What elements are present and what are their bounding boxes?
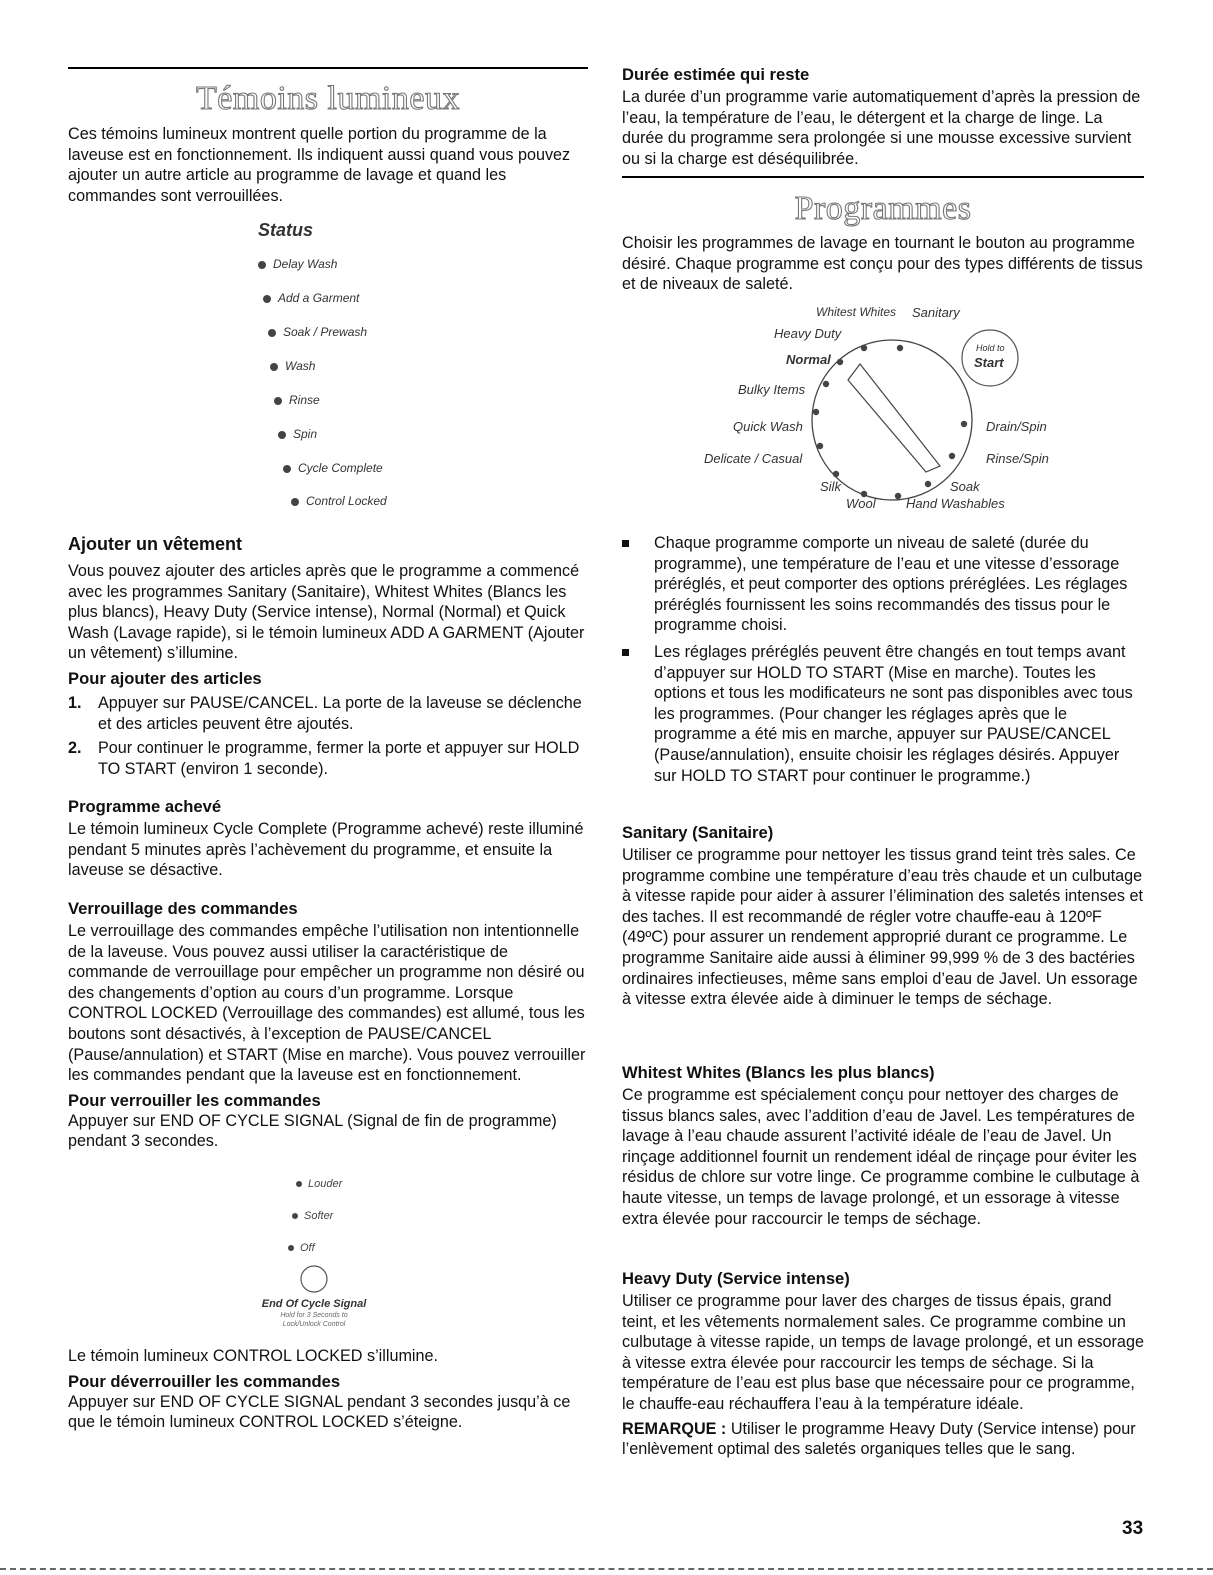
eoc-item-louder (296, 1178, 342, 1190)
dial-label-whitest-whites: Whitest Whites (816, 305, 897, 319)
status-item-control-locked (291, 494, 387, 508)
dial-label-drain-spin: Drain/Spin (986, 419, 1047, 434)
eoc-item-label: Softer (304, 1210, 334, 1222)
status-light-icon (258, 261, 266, 269)
section-title-programmes: Programmes (794, 190, 972, 227)
dial-position-dot (823, 381, 829, 387)
control-lock-text: Le verrouillage des commandes empêche l’utilisation non intentionnelle de la laveuse. Vous pouvez aussi utiliser la caractéristique de commande de verrouillage pour empêcher un programme non désiré ou des changements d’option au cours d’un programme. Lorsque CONTROL LOCKED (Verrouillage des commandes) est allumé, tous les boutons sont désactivés, à l’exception de PAUSE/CANCEL (Pause/annulation) et START (Mise en marche). Vous pouvez verrouiller les commandes pendant que la laveuse est en fonctionnement. (68, 922, 586, 1085)
dial-label-sanitary: Sanitary (912, 305, 960, 320)
heavy-duty-section (622, 1268, 1144, 1460)
status-item-add-garment (263, 291, 359, 305)
status-item-label: Cycle Complete (298, 461, 383, 475)
cycle-complete-text: Le témoin lumineux Cycle Complete (Programme achevé) reste illuminé pendant 5 minutes après l’achèvement du programme, et ensuite la laveuse se désactive. (68, 820, 584, 880)
list-item (68, 738, 590, 779)
unlock-section (68, 1346, 598, 1433)
programmes-intro (622, 233, 1144, 295)
status-item-label: Delay Wash (273, 257, 338, 271)
temoins-intro-text: Ces témoins lumineux montrent quelle portion du programme de la laveuse est en fonctionnement. Ils indiquent aussi quand vous pouvez ajouter un autre article au programme de lavage et quand les commandes sont verrouillées. (68, 125, 571, 205)
dial-label-wool: Wool (846, 496, 876, 511)
dial-position-dot (817, 443, 823, 449)
remaining-time-section (622, 64, 1144, 169)
dial-position-dot (895, 493, 901, 499)
status-light-icon (278, 431, 286, 439)
note-label: REMARQUE : (622, 1419, 727, 1438)
dial-pointer (848, 364, 940, 472)
indicator-light-icon (292, 1213, 298, 1219)
dial-position-dot (949, 453, 955, 459)
bullet-icon (622, 540, 629, 547)
status-light-icon (268, 329, 276, 337)
cycle-complete-heading: Programme achevé (68, 797, 222, 816)
eoc-item-softer (292, 1210, 333, 1222)
eoc-item-label: Off (300, 1242, 315, 1254)
dial-label-heavy-duty: Heavy Duty (774, 326, 842, 341)
status-item-label: Soak / Prewash (283, 325, 368, 339)
status-item-spin (278, 427, 317, 441)
sanitary-text: Utiliser ce programme pour nettoyer les tissus grand teint très sales. Ce programme combine une température d’eau très chaude et un culbutage à vitesse rapide pour aider à assurer l’élimination des saletés intenses et des taches. Il est recommandé de régler votre chauffe-eau à 120ºF (49ºC) pour assurer un rendement approprié durant ce programme. Le programme Sanitaire aide aussi à éliminer 99,999 % de 3 des bactéries ordinaires infectieuses, même sans emploi d’eau de Javel. Un essorage à vitesse extra élevée aide à diminuer le temps de séchage. (622, 846, 1143, 1009)
remaining-time-heading: Durée estimée qui reste (622, 65, 810, 84)
list-item (68, 693, 590, 734)
step-text: Pour continuer le programme, fermer la porte et appuyer sur HOLD TO START (environ 1 seconde). (98, 739, 580, 778)
control-locked-lit-text: Le témoin lumineux CONTROL LOCKED s’illumine. (68, 1347, 439, 1365)
bullet-text: Les réglages préréglés peuvent être changés en tout temps avant d’appuyer sur HOLD TO START (Mise en marche). Toutes les options et tous les modificateurs ne sont pas disponibles avec tous les programmes. (Pour changer les réglages après que le programme a été mis en marche, appuyer sur PAUSE/CANCEL (Pause/annulation), ensuite choisir les réglages désirés. Appuyer sur HOLD TO START pour continuer le programme.) (654, 642, 1133, 785)
sanitary-section (622, 822, 1144, 1010)
status-item-label: Rinse (289, 393, 320, 407)
heavy-duty-heading: Heavy Duty (Service intense) (622, 1269, 850, 1288)
eoc-sub-label-2: Lock/Unlock Control (282, 1321, 346, 1328)
status-item-label: Spin (293, 427, 318, 441)
add-articles-heading: Pour ajouter des articles (68, 668, 262, 688)
status-item-label: Wash (285, 359, 316, 373)
dial-label-hand-washables: Hand Washables (906, 496, 1005, 511)
eoc-label: End Of Cycle Signal (261, 1298, 367, 1310)
section-title-temoins: Témoins lumineux (196, 80, 460, 117)
heavy-duty-text: Utiliser ce programme pour laver des charges de tissus épais, grand teint, et les vêtements normalement sales. Ce programme combine un culbutage à vitesse rapide, un temps de lavage prolongé, et un essorage à vitesse extra élevée pour raccourcir les temps de séchage. Si la température de l’eau est plus base que nécessaire pour ce programme, le chauffe-eau réchauffera l’eau à la température idéale. (622, 1292, 1144, 1413)
status-item-wash (270, 359, 315, 373)
eoc-item-label: Louder (308, 1178, 343, 1190)
dial-label-silk: Silk (820, 479, 841, 494)
start-button-sub-label: Hold to (976, 343, 1005, 353)
status-light-icon (270, 363, 278, 371)
step-number: 1. (68, 693, 82, 712)
cycle-complete-section (68, 796, 590, 881)
control-lock-heading: Verrouillage des commandes (68, 899, 298, 918)
step-text: Appuyer sur PAUSE/CANCEL. La porte de la laveuse se déclenche et des articles peuvent être ajoutés. (98, 693, 582, 733)
indicator-light-icon (288, 1245, 294, 1251)
start-button-label: Start (974, 355, 1004, 370)
dial-label-rinse-spin: Rinse/Spin (986, 451, 1049, 466)
dial-position-dot (837, 359, 843, 365)
whitest-text: Ce programme est spécialement conçu pour nettoyer des charges de tissus blancs sales, avec l’addition d’eau de Javel. Les températures de lavage à l’eau chaude assurent l’activité idéale de l’eau de Javel. Un rinçage additionnel fournit un rendement idéal de rinçage pour éviter les résidus de chlore sur votre linge. Ce programme combine le culbutage à haute vitesse, un temps de lavage prolongé, et un essorage à vitesse extra élevée pour raccourcir le temps de séchage. (622, 1086, 1140, 1228)
sanitary-heading: Sanitary (Sanitaire) (622, 823, 774, 842)
right-section-rule (622, 176, 1144, 178)
status-item-label: Add a Garment (278, 291, 360, 305)
dial-label-delicate-casual: Delicate / Casual (704, 451, 803, 466)
eoc-sub-label-1: Hold for 3 Seconds to (280, 1312, 348, 1319)
eoc-item-off (288, 1242, 315, 1254)
status-item-cycle-complete (283, 461, 383, 475)
programmes-intro-text: Choisir les programmes de lavage en tournant le bouton au programme désiré. Chaque programme est conçu pour des types différents de tissus et de niveaux de saleté. (622, 234, 1143, 294)
add-garment-text: Vous pouvez ajouter des articles après que le programme a commencé avec les programmes Sanitary (Sanitaire), Whitest Whites (Blancs les plus blancs), Heavy Duty (Service intense), Normal (Normal) et Quick Wash (Lavage rapide), si le témoin lumineux ADD A GARMENT (Ajouter un vêtement) s’illumine. (68, 562, 585, 663)
control-lock-section (68, 898, 590, 1152)
heavy-duty-note (622, 1419, 1144, 1460)
status-light-icon (283, 465, 291, 473)
dial-position-dot (961, 421, 967, 427)
dial-position-dot (861, 345, 867, 351)
status-light-icon (263, 295, 271, 303)
page-number: 33 (1122, 1518, 1144, 1539)
status-item-soak-prewash (268, 325, 367, 339)
status-item-rinse (274, 393, 320, 407)
status-panel-title: Status (258, 220, 314, 240)
add-articles-steps (68, 693, 590, 779)
bullet-text: Chaque programme comporte un niveau de saleté (durée du programme), une température de l’eau et une vitesse d’essorage préréglés, et peut comporter des options préréglées. Les réglages préréglés fournissent les soins recommandés des tissus pour le programme choisi. (654, 534, 1128, 635)
bullet-icon (622, 649, 629, 656)
programmes-bullets (622, 533, 1144, 792)
dial-label-soak: Soak (950, 479, 980, 494)
unlock-controls-text: Appuyer sur END OF CYCLE SIGNAL pendant 3 secondes jusqu’à ce que le témoin lumineux CONTROL LOCKED s’éteigne. (68, 1392, 571, 1432)
remaining-time-text: La durée d’un programme varie automatiquement d’après la pression de l’eau, la température de l’eau, le détergent et la charge de linge. La durée du programme sera prolongée si une mousse excessive survient ou si la charge est déséquilibrée. (622, 88, 1141, 168)
lock-controls-text: Appuyer sur END OF CYCLE SIGNAL (Signal de fin de programme) pendant 3 secondes. (68, 1111, 557, 1151)
dial-position-dot (897, 345, 903, 351)
status-light-icon (274, 397, 282, 405)
dial-position-dot (925, 481, 931, 487)
dial-label-quick-wash: Quick Wash (733, 419, 803, 434)
whitest-heading: Whitest Whites (Blancs les plus blancs) (622, 1063, 935, 1082)
end-of-cycle-button-icon (298, 1263, 330, 1295)
list-item (622, 533, 1144, 636)
unlock-controls-heading: Pour déverrouiller les commandes (68, 1371, 341, 1391)
indicator-light-icon (296, 1181, 302, 1187)
dial-position-dot (833, 471, 839, 477)
status-item-label: Control Locked (306, 494, 387, 508)
dial-position-dot (813, 409, 819, 415)
page-bottom-edge (0, 1568, 1213, 1570)
dial-label-bulky-items: Bulky Items (738, 382, 806, 397)
step-number: 2. (68, 739, 82, 758)
add-garment-section (68, 534, 590, 783)
status-item-delay-wash (258, 257, 337, 271)
programmes-bullet-list (622, 533, 1144, 786)
lock-controls-heading: Pour verrouiller les commandes (68, 1090, 321, 1110)
temoins-intro (68, 124, 590, 206)
note-text: Utiliser le programme Heavy Duty (Service intense) pour l’enlèvement optimal des saletés organiques telles que le sang. (622, 1419, 1136, 1459)
status-light-icon (291, 498, 299, 506)
left-top-rule (68, 67, 588, 69)
whitest-section (622, 1062, 1144, 1229)
dial-label-normal: Normal (786, 352, 831, 367)
list-item (622, 642, 1144, 786)
add-garment-heading: Ajouter un vêtement (68, 534, 243, 554)
